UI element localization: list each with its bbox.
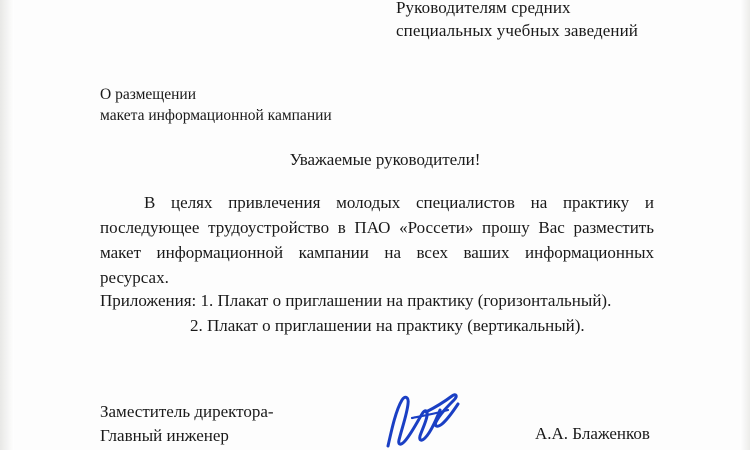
signer-title-line-2: Главный инженер — [100, 426, 229, 445]
signer-title-line-1: Заместитель директора- — [100, 402, 274, 421]
body-paragraph: В целях привлечения молодых специалистов на практику и последующее трудоустройство в ПАО «Россети» прошу Вас разместить макет информационной кампании на всех ваших информационных ресурсах. — [100, 193, 654, 287]
addressee-line-1: Руководителям средних — [396, 0, 571, 17]
scan-edge-left — [0, 0, 14, 450]
handwritten-signature-icon — [382, 388, 472, 450]
subject-line-2: макета информационной кампании — [100, 107, 332, 124]
attachment-line-2: 2. Плакат о приглашении на практику (вертикальный). — [190, 316, 585, 335]
salutation: Уважаемые руководители! — [289, 150, 481, 169]
addressee-line-2: специальных учебных заведений — [396, 21, 638, 40]
attachment-line-1: Приложения: 1. Плакат о приглашении на практику (горизонтальный). — [100, 291, 612, 310]
addressee-block — [396, 0, 696, 42]
signer-title-block — [100, 400, 274, 448]
subject-block — [100, 84, 332, 126]
signer-name: А.А. Блаженков — [535, 424, 650, 443]
attachments-block — [100, 288, 660, 338]
scan-edge-right — [740, 0, 750, 450]
subject-line-1: О размещении — [100, 86, 196, 103]
